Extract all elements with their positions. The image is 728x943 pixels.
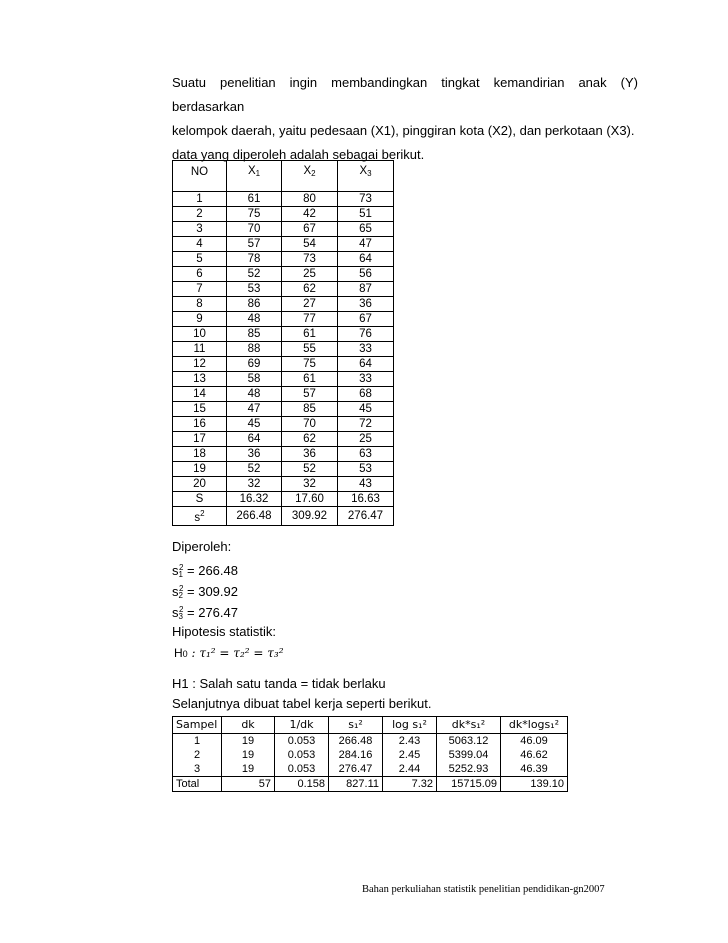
col-dklogs2: dk*logs₁² xyxy=(501,717,568,734)
table-row xyxy=(173,734,568,749)
table-cell: 32 xyxy=(227,477,282,492)
table-cell: 36 xyxy=(282,447,338,462)
table-cell: 46.09 xyxy=(501,734,568,749)
table-cell: 2 xyxy=(173,748,222,762)
variance-line-1: $s_1^2 = 266.48$ xyxy=(172,563,238,579)
table-cell: 68 xyxy=(338,387,394,402)
table-cell: 284.16 xyxy=(329,748,383,762)
table-cell: 25 xyxy=(338,432,394,447)
variance-line-3: $s_3^2 = 276.47$ xyxy=(172,605,238,621)
table-cell: 78 xyxy=(227,252,282,267)
table-cell: 4 xyxy=(173,237,227,252)
table-cell: 67 xyxy=(282,222,338,237)
table-cell: 53 xyxy=(338,462,394,477)
table-cell: 87 xyxy=(338,282,394,297)
table-cell: 5399.04 xyxy=(437,748,501,762)
table-row xyxy=(173,432,394,447)
table-row xyxy=(173,447,394,462)
table-row xyxy=(173,297,394,312)
table-cell: 18 xyxy=(173,447,227,462)
table-cell: 61 xyxy=(282,327,338,342)
table-cell: 27 xyxy=(282,297,338,312)
table-row xyxy=(173,222,394,237)
table-cell: 276.47 xyxy=(329,762,383,777)
table-cell: 73 xyxy=(282,252,338,267)
table-row xyxy=(173,762,568,777)
table-cell: 54 xyxy=(282,237,338,252)
table-cell: 12 xyxy=(173,357,227,372)
table-cell: 62 xyxy=(282,282,338,297)
table-cell: 19 xyxy=(173,462,227,477)
table-cell: 2.44 xyxy=(383,762,437,777)
table-cell: 5252.93 xyxy=(437,762,501,777)
table-cell: 45 xyxy=(338,402,394,417)
total-label: Total xyxy=(173,777,222,792)
table-cell: 20 xyxy=(173,477,227,492)
s-x1: 16.32 xyxy=(227,492,282,507)
total-dk: 57 xyxy=(222,777,275,792)
data-table-body xyxy=(173,192,394,492)
table-cell: 8 xyxy=(173,297,227,312)
col-1dk: 1/dk xyxy=(275,717,329,734)
table-cell: 48 xyxy=(227,312,282,327)
table-row xyxy=(173,357,394,372)
table-row xyxy=(173,237,394,252)
table-cell: 16 xyxy=(173,417,227,432)
table-cell: 266.48 xyxy=(329,734,383,749)
table-cell: 33 xyxy=(338,372,394,387)
col-dk: dk xyxy=(222,717,275,734)
table-cell: 70 xyxy=(282,417,338,432)
table-cell: 47 xyxy=(227,402,282,417)
header-gap xyxy=(173,183,394,192)
work-table-header xyxy=(173,717,568,734)
s2-label: $s^2$ xyxy=(173,507,227,526)
header-x3: $X_3$ xyxy=(338,161,394,184)
intro-line-1: Suatu penelitian ingin membandingkan tingkat kemandirian anak (Y) berdasarkan xyxy=(172,75,638,114)
table-cell: 5063.12 xyxy=(437,734,501,749)
table-cell: 14 xyxy=(173,387,227,402)
table-cell: 56 xyxy=(338,267,394,282)
total-logs2: 7.32 xyxy=(383,777,437,792)
work-table xyxy=(172,716,568,792)
table-cell: 57 xyxy=(227,237,282,252)
table-cell: 0.053 xyxy=(275,762,329,777)
table-cell: 2.43 xyxy=(383,734,437,749)
table-row xyxy=(173,207,394,222)
table-cell: 51 xyxy=(338,207,394,222)
table-cell: 6 xyxy=(173,267,227,282)
total-dks2: 15715.09 xyxy=(437,777,501,792)
table-cell: 0.053 xyxy=(275,734,329,749)
table-cell: 0.053 xyxy=(275,748,329,762)
diperoleh-section xyxy=(172,536,238,620)
col-s2: s₁² xyxy=(329,717,383,734)
table-cell: 48 xyxy=(227,387,282,402)
s-x3: 16.63 xyxy=(338,492,394,507)
table-cell: 53 xyxy=(227,282,282,297)
table-row xyxy=(173,192,394,207)
header-x1: $X_1$ xyxy=(227,161,282,184)
table-cell: 61 xyxy=(227,192,282,207)
table-row xyxy=(173,402,394,417)
table-cell: 86 xyxy=(227,297,282,312)
table-cell: 42 xyxy=(282,207,338,222)
table-cell: 72 xyxy=(338,417,394,432)
h0-equation: H0 : τ₁² = τ₂² = τ₃² xyxy=(174,646,284,660)
intro-line-3: data yang diperoleh adalah sebagai berikut. xyxy=(172,147,425,162)
table-row xyxy=(173,462,394,477)
table-row xyxy=(173,342,394,357)
table-cell: 52 xyxy=(227,462,282,477)
table-cell: 33 xyxy=(338,342,394,357)
table-row xyxy=(173,312,394,327)
header-x2: $X_2$ xyxy=(282,161,338,184)
total-row xyxy=(173,777,568,792)
table-cell: 85 xyxy=(282,402,338,417)
table-cell: 25 xyxy=(282,267,338,282)
table-row xyxy=(173,252,394,267)
variance-line-2: $s_2^2 = 309.92$ xyxy=(172,584,238,600)
total-s2: 827.11 xyxy=(329,777,383,792)
table-cell: 43 xyxy=(338,477,394,492)
table-cell: 62 xyxy=(282,432,338,447)
table-cell: 58 xyxy=(227,372,282,387)
table-cell: 1 xyxy=(173,734,222,749)
table-row xyxy=(173,327,394,342)
work-table-body xyxy=(173,734,568,777)
table-cell: 36 xyxy=(227,447,282,462)
table-cell: 5 xyxy=(173,252,227,267)
table-cell: 10 xyxy=(173,327,227,342)
table-cell: 19 xyxy=(222,762,275,777)
table-cell: 64 xyxy=(338,357,394,372)
table-row xyxy=(173,417,394,432)
s2-x2: 309.92 xyxy=(282,507,338,526)
table-cell: 47 xyxy=(338,237,394,252)
footer-text: Bahan perkuliahan statistik penelitian pendidikan-gn2007 xyxy=(362,884,605,895)
table-cell: 52 xyxy=(227,267,282,282)
table-cell: 32 xyxy=(282,477,338,492)
table-cell: 85 xyxy=(227,327,282,342)
table-row xyxy=(173,477,394,492)
table-cell: 70 xyxy=(227,222,282,237)
s-row xyxy=(173,492,394,507)
s-x2: 17.60 xyxy=(282,492,338,507)
table-row xyxy=(173,372,394,387)
table-row xyxy=(173,267,394,282)
table-cell: 2.45 xyxy=(383,748,437,762)
table-cell: 88 xyxy=(227,342,282,357)
table-cell: 77 xyxy=(282,312,338,327)
table-cell: 52 xyxy=(282,462,338,477)
table-cell: 69 xyxy=(227,357,282,372)
table-cell: 1 xyxy=(173,192,227,207)
col-dks2: dk*s₁² xyxy=(437,717,501,734)
table-row xyxy=(173,748,568,762)
s2-x3: 276.47 xyxy=(338,507,394,526)
data-table-header xyxy=(173,161,394,184)
table-cell: 64 xyxy=(338,252,394,267)
table-cell: 46.62 xyxy=(501,748,568,762)
s2-x1: 266.48 xyxy=(227,507,282,526)
col-sampel: Sampel xyxy=(173,717,222,734)
hipotesis-title: Hipotesis statistik: xyxy=(172,624,277,639)
table-cell: 55 xyxy=(282,342,338,357)
total-dklogs2: 139.10 xyxy=(501,777,568,792)
table-cell: 46.39 xyxy=(501,762,568,777)
table-cell: 19 xyxy=(222,748,275,762)
table-cell: 80 xyxy=(282,192,338,207)
table-cell: 7 xyxy=(173,282,227,297)
data-table xyxy=(172,160,394,526)
table-cell: 3 xyxy=(173,762,222,777)
intro-paragraph xyxy=(172,71,638,167)
table-cell: 15 xyxy=(173,402,227,417)
table-cell: 61 xyxy=(282,372,338,387)
diperoleh-title: Diperoleh: xyxy=(172,539,232,554)
table-cell: 75 xyxy=(282,357,338,372)
header-no: NO xyxy=(173,161,227,184)
table-cell: 57 xyxy=(282,387,338,402)
table-cell: 67 xyxy=(338,312,394,327)
table-row xyxy=(173,387,394,402)
s-label: S xyxy=(173,492,227,507)
table-cell: 75 xyxy=(227,207,282,222)
total-1dk: 0.158 xyxy=(275,777,329,792)
table-cell: 17 xyxy=(173,432,227,447)
intro-line-2: kelompok daerah, yaitu pedesaan (X1), pinggiran kota (X2), dan perkotaan (X3). xyxy=(172,123,635,138)
table-cell: 19 xyxy=(222,734,275,749)
table-cell: 3 xyxy=(173,222,227,237)
table-cell: 36 xyxy=(338,297,394,312)
table-cell: 2 xyxy=(173,207,227,222)
table-cell: 13 xyxy=(173,372,227,387)
next-sentence: Selanjutnya dibuat tabel kerja seperti berikut. xyxy=(172,696,432,711)
s2-row xyxy=(173,507,394,526)
table-cell: 76 xyxy=(338,327,394,342)
table-cell: 64 xyxy=(227,432,282,447)
col-logs2: log s₁² xyxy=(383,717,437,734)
table-cell: 45 xyxy=(227,417,282,432)
table-cell: 65 xyxy=(338,222,394,237)
table-cell: 63 xyxy=(338,447,394,462)
table-cell: 9 xyxy=(173,312,227,327)
table-cell: 73 xyxy=(338,192,394,207)
table-row xyxy=(173,282,394,297)
table-cell: 11 xyxy=(173,342,227,357)
h1-statement: H1 : Salah satu tanda = tidak berlaku xyxy=(172,676,386,691)
